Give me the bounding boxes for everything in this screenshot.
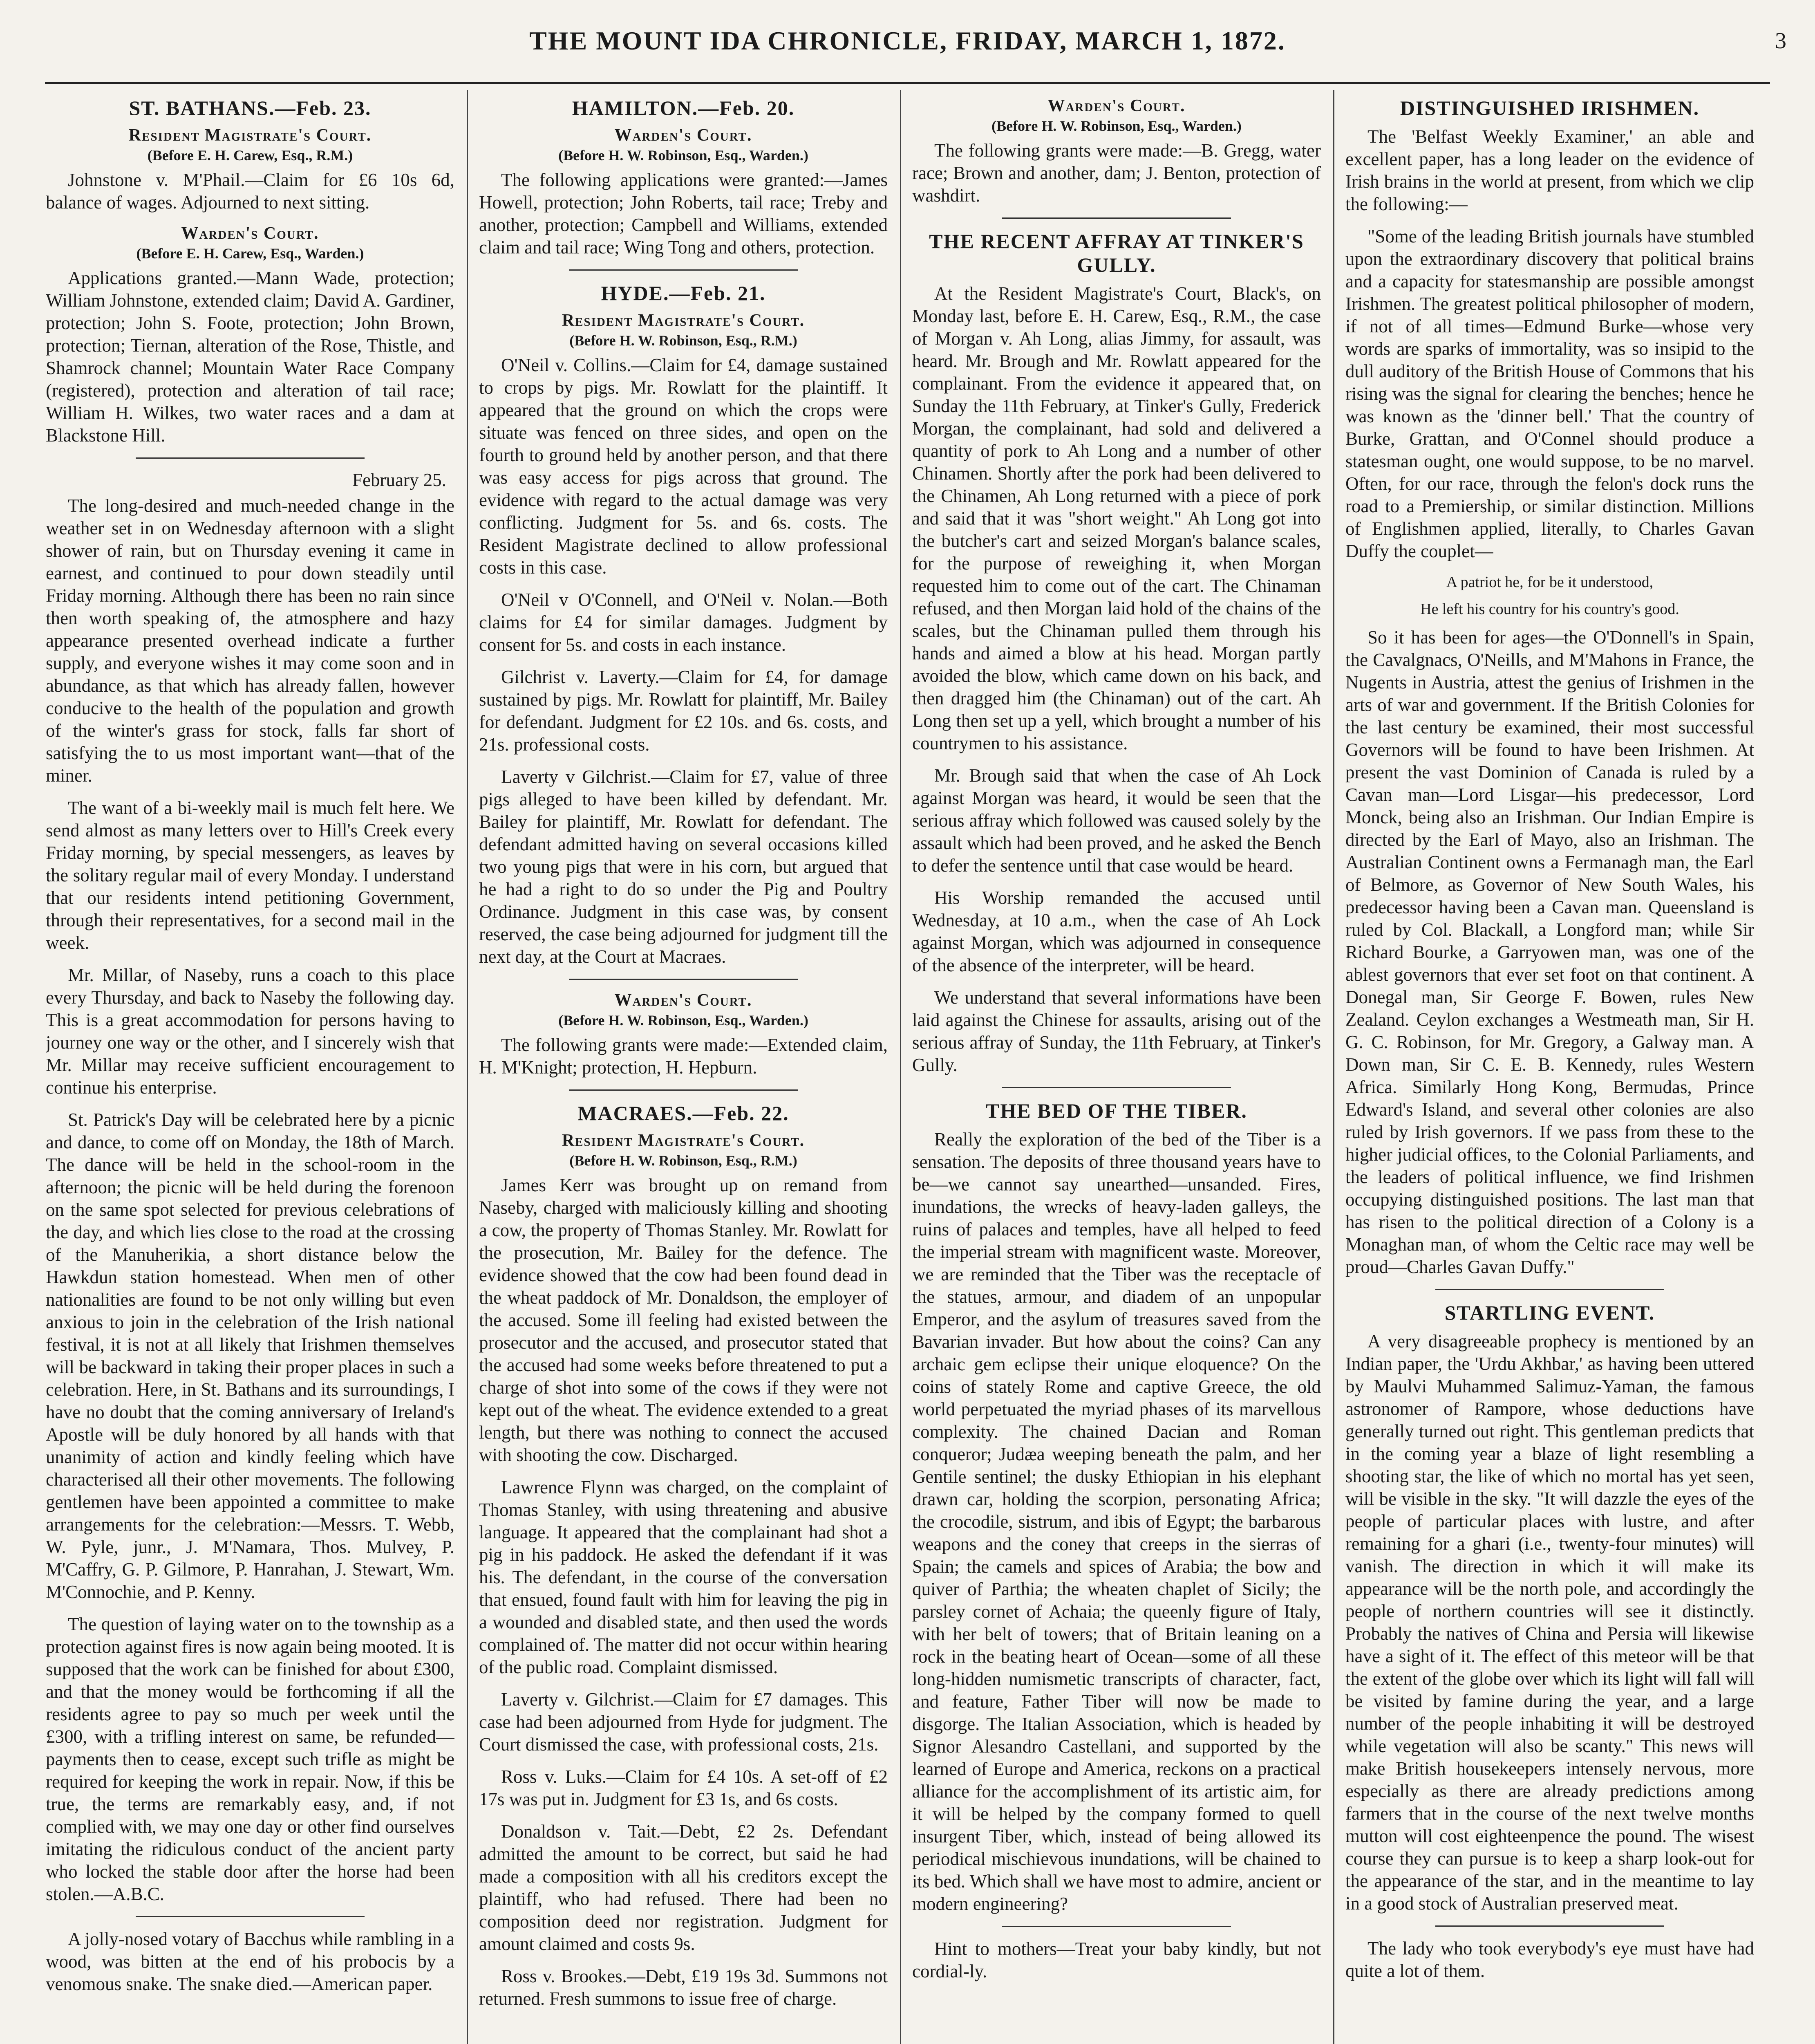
article-paragraph: Mr. Millar, of Naseby, runs a coach to this place every Thursday, and back to Naseby the following day. This is a great accommodation for persons having to journey one way or the other, and I sincerely wish that Mr. Millar may receive sufficient encouragement to continue his enterprise. [46,965,454,1098]
column-rule [467,90,468,2044]
court-title: Warden's Court. [614,126,752,145]
section-heading: ST. BATHANS.—Feb. 23. [129,96,372,119]
section-heading: DISTINGUISHED IRISHMEN. [1400,96,1700,119]
article-paragraph: The following grants were made:—B. Gregg, water race; Brown and another, dam; J. Benton, protection of washdirt. [912,140,1321,206]
court-presiding: (Before E. H. Carew, Esq., Warden.) [136,245,364,262]
article-paragraph: We understand that several informations have been laid against the Chinese for assaults, arising out of the serious affray of Sunday, the 11th February, at Tinker's Gully. [912,987,1321,1075]
court-title: Warden's Court. [614,991,752,1010]
section-heading: HYDE.—Feb. 21. [601,282,766,305]
section-heading: THE BED OF THE TIBER. [986,1099,1247,1122]
article-paragraph: O'Neil v O'Connell, and O'Neil v. Nolan.—Both claims for £4 for similar damages. Judgment by consent for 5s. and costs in each instance. [479,589,888,655]
page-number: 3 [1775,28,1786,54]
separator [569,269,798,271]
article-paragraph: So it has been for ages—the O'Donnell's in Spain, the Cavalgnacs, O'Neills, and M'Mahons in France, the Nugents in Austria, attest the genius of Irishmen in the arts of war and government. If the British Colonies for the last century be examined, their most successful Governors will be found to have been Irishmen. At present the vast Dominion of Canada is ruled by a Cavan man—Lord Lisgar—his predecessor, Lord Monck, being also an Irishman. Our Indian Empire is directed by the Earl of Mayo, also an Irishman. The Australian Continent owns a Fermanagh man, the Earl of Belmore, as Governor of New South Wales, his predecessor having been a Cavan man. Queensland is ruled by Col. Blackall, a Longford man; while Sir Richard Bourke, a Garryowen man, was one of the ablest governors that ever set foot on that continent. A Donegal man, Sir George F. Bowen, rules New Zealand. Ceylon exchanges a Westmeath man, Sir H. G. C. Robinson, for Mr. Gregory, a Galway man. A Down man, Sir C. E. B. Kennedy, rules Western Africa. Similarly Hong Kong, Bermudas, Prince Edward's Island, and several other colonies are also ruled by Irish governors. If we pass from these to the higher judicial offices, to the Colonial Parliaments, and the leaders of political influence, we find Irishmen occupying distinguished positions. The last man that has risen to the political direction of a Colony is a Monaghan man, of whom the Celtic race may well be proud—Charles Gavan Duffy." [1345,627,1754,1277]
court-title: Resident Magistrate's Court. [562,311,805,330]
section-heading: STARTLING EVENT. [1444,1301,1655,1324]
article-paragraph: O'Neil v. Collins.—Claim for £4, damage sustained to crops by pigs. Mr. Rowlatt for the plaintiff. It appeared that the ground on which the crops were situate was fenced on three sides, and open on the fourth to ground held by another person, and that there was easy access for pigs across that ground. The evidence with regard to the actual damage was very conflicting. Judgment for 5s. and 6s. costs. The Resident Magistrate declined to allow professional costs in this case. [479,355,888,578]
section-heading: MACRAES.—Feb. 22. [577,1102,789,1125]
court-title: Resident Magistrate's Court. [128,126,372,145]
separator [1002,1087,1231,1088]
article-paragraph: The following applications were granted:—James Howell, protection; John Roberts, tail race; Treby and another, protection; Campbell and Williams, extended claim and tail race; Wing Tong and others, protection. [479,170,888,258]
separator [136,1916,365,1917]
article-paragraph: Gilchrist v. Laverty.—Claim for £4, for damage sustained by pigs. Mr. Rowlatt for plaintiff, Mr. Bailey for defendant. Judgment for £2 10s. and 6s. costs, and 21s. professional costs. [479,667,888,755]
article-paragraph: Hint to mothers—Treat your baby kindly, but not cordial-ly. [912,1939,1321,1981]
article-paragraph: The long-desired and much-needed change in the weather set in on Wednesday afternoon with a slight shower of rain, but on Thursday evening it came in earnest, and continued to pour down steadily until Friday morning. Although there has been no rain since then worth speaking of, the atmosphere and hazy appearance presented overhead indicate a further supply, and everyone wishes it may come soon and in abundance, as that which has already fallen, however conducive to the health of the population and growth of the winter's grass for stock, falls far short of satisfying the to us most important want—that of the miner. [46,495,454,786]
court-presiding: (Before H. W. Robinson, Esq., Warden.) [991,118,1242,134]
article-paragraph: A very disagreeable prophecy is mentioned by an Indian paper, the 'Urdu Akhbar,' as having been uttered by Maulvi Muhammed Salimuz-Yaman, the famous astronomer of Rampore, whose deductions have generally turned out right. This gentleman predicts that in the coming year a blaze of light resembling a shooting star, the like of which no mortal has yet seen, will be visible in the sky. "It will dazzle the eyes of the people of particular places with lustre, and after remaining for a ghari (i.e., twenty-four minutes) will vanish. The direction in which it will make its appearance will be the north pole, and accordingly the people of northern countries will see it distinctly. Probably the natives of China and Persia will likewise have a sight of it. The effect of this meteor will be that the extent of the globe over which its light will fall will be visited by famine during the year, and a large number of the people inhabiting it will be destroyed while vegetation will also be scanty." This news will make British housekeepers intensely nervous, more especially as there are already predictions among farmers that in the course of the next twelve months mutton will cost eighteenpence the pound. The wisest course they can pursue is to keep a sharp look-out for the appearance of the star, and in the meantime to lay in a good stock of Australian preserved meat. [1345,1331,1754,1914]
court-title: Warden's Court. [1047,96,1186,115]
article-paragraph: The 'Belfast Weekly Examiner,' an able and excellent paper, has a long leader on the evidence of Irish brains in the world at present, from which we clip the following:— [1345,126,1754,214]
article-paragraph: Laverty v Gilchrist.—Claim for £7, value of three pigs alleged to have been killed by defendant. Mr. Bailey for plaintiff, Mr. Rowlatt for defendant. The defendant admitted having on several occasions killed two young pigs that were in his corn, but argued that he had a right to do so under the Pig and Poultry Ordinance. Judgment in this case was, by consent reserved, the case being adjourned for judgment till the next day, at the Court at Macraes. [479,766,888,967]
masthead-rule [45,82,1770,84]
article-paragraph: Mr. Brough said that when the case of Ah Lock against Morgan was heard, it would be seen that the serious affray which followed was caused solely by the assault which had been proved, and he asked the Bench to defer the sentence until that case would be heard. [912,765,1321,876]
article-paragraph: The lady who took everybody's eye must have had quite a lot of them. [1345,1938,1754,1981]
newspaper-title: THE MOUNT IDA CHRONICLE, FRIDAY, MARCH 1, 1872. [529,26,1286,55]
article-paragraph: The want of a bi-weekly mail is much felt here. We send almost as many letters over to Hill's Creek every Friday morning, by special messengers, as leaves by the solitary regular mail of every Monday. I understand that our residents intend petitioning Government, through their representatives, for a second mail in the week. [46,798,454,953]
separator [569,979,798,980]
separator [569,1089,798,1091]
court-presiding: (Before H. W. Robinson, Esq., Warden.) [558,147,808,164]
column-3 [912,92,1321,2044]
separator [1435,1289,1664,1290]
column-rule [1333,90,1334,2044]
separator [1002,1926,1231,1927]
section-heading: THE RECENT AFFRAY AT TINKER'S GULLY. [929,230,1304,276]
separator [1435,1925,1664,1927]
dateline: February 25. [352,470,446,490]
article-paragraph: Ross v. Brookes.—Debt, £19 19s 3d. Summons not returned. Fresh summons to issue free of charge. [479,1966,888,2009]
court-presiding: (Before H. W. Robinson, Esq., Warden.) [558,1012,808,1029]
article-paragraph: Really the exploration of the bed of the Tiber is a sensation. The deposits of three thousand years have to be—we cannot say unearthed—unsanded. Fires, inundations, the wrecks of heavy-laden galleys, the ruins of palaces and temples, have all helped to feed the imperial stream with magnificent waste. Moreover, we are reminded that the Tiber was the receptacle of the statues, armour, and diadem of an unpopular Emperor, and the asylum of treasures saved from the Bavarian invader. But how about the coins? Can any archaic gem eclipse their unique eloquence? On the coins of stately Rome and captive Greece, the old world perpetuated the myriad phases of its marvellous complexity. The chained Dacian and Roman conqueror; Judæa weeping beneath the palm, and her Gentile sentinel; the dusky Ethiopian in his elephant drawn car, holding the scorpion, personating Africa; the crocodile, sistrum, and ibis of Egypt; the barbarous weapons and the coney that creeps in the sierras of Spain; the camels and spices of Arabia; the bow and quiver of Parthia; the wheaten chaplet of Sicily; the parsley cornet of Achaia; the queenly figure of Italy, with her belt of towers; that of Britain leaning on a rock in the beating heart of Ocean—some of all these long-hidden numismetic transcripts of character, fact, and feature, Father Tiber will now be made to disgorge. The Italian Association, which is headed by Signor Alesandro Castellani, and supported by the learned of Europe and America, reckons on a practical alliance for the accomplishment of its artistic aim, for it will be helped by the company formed to quell insurgent Tiber, which, instead of being allowed its periodical mischievous inundations, will be chained to its bed. Which shall we have most to admire, ancient or modern engineering? [912,1129,1321,1914]
court-title: Resident Magistrate's Court. [562,1131,805,1150]
separator [136,457,365,459]
article-paragraph: Johnstone v. M'Phail.—Claim for £6 10s 6d, balance of wages. Adjourned to next sitting. [46,170,454,213]
court-title: Warden's Court. [181,224,319,243]
article-paragraph: His Worship remanded the accused until Wednesday, at 10 a.m., when the case of Ah Lock against Morgan, which was adjourned in consequence of the absence of the interpreter, will be heard. [912,888,1321,975]
court-presiding: (Before H. W. Robinson, Esq., R.M.) [569,332,797,349]
article-paragraph: Donaldson v. Tait.—Debt, £2 2s. Defendant admitted the amount to be correct, but said he had made a composition with all his creditors except the plaintiff, who had refused. There had been no composition deed nor registration. Judgment for amount claimed and costs 9s. [479,1821,888,1954]
article-paragraph: James Kerr was brought up on remand from Naseby, charged with maliciously killing and shooting a cow, the property of Thomas Stanley. Mr. Rowlatt for the prosecution, Mr. Bailey for the defence. The evidence showed that the cow had been found dead in the wheat paddock of Mr. Donaldson, the employer of the accused. Some ill feeling had existed between the prosecutor and the accused, and prosecutor stated that the accused had some weeks before threatened to put a charge of shot into some of the cows if they were not kept out of the wheat. The evidence extended to a great length, but there was nothing to connect the accused with shooting the cow. Discharged. [479,1175,888,1465]
article-paragraph: The following grants were made:—Extended claim, H. M'Knight; protection, H. Hepburn. [479,1035,888,1078]
article-paragraph: Applications granted.—Mann Wade, protection; William Johnstone, extended claim; David A. Gardiner, protection; John S. Foote, protection; John Brown, protection; Tiernan, alteration of the Rose, Thistle, and Shamrock channel; Mountain Water Race Company (registered), protection and alteration of tail race; William H. Wilkes, two water races and a dam at Blackstone Hill. [46,268,454,446]
article-paragraph: The question of laying water on to the township as a protection against fires is now again being mooted. It is supposed that the work can be finished for about £300, and that the money would be forthcoming if all the residents agree to pay so much per week until the £300, with a trifling interest on same, be refunded—payments then to cease, except such trifle as might be required for keeping the work in repair. Now, if this be true, the terms are remarkably easy, and, if not complied with, we may one day or other find ourselves imitating the ridiculous conduct of the ancient party who locked the stable door after the horse had been stolen.—A.B.C. [46,1614,454,1904]
article-paragraph: A jolly-nosed votary of Bacchus while rambling in a wood, was bitten at the end of his probocis by a venomous snake. The snake died.—American paper. [46,1929,454,1994]
verse-line: He left his country for his country's good. [1420,601,1679,618]
column-rule [900,90,901,2044]
article-paragraph: At the Resident Magistrate's Court, Black's, on Monday last, before E. H. Carew, Esq., R.M., the case of Morgan v. Ah Long, alias Jimmy, for assault, was heard. Mr. Brough and Mr. Rowlatt appeared for the complainant. From the evidence it appeared that, on Sunday the 11th February, at Tinker's Gully, Frederick Morgan, the complainant, had sold and delivered a quantity of pork to Ah Long and a number of other Chinamen. Shortly after the pork had been delivered to the Chinamen, Ah Long returned with a piece of pork and said that it was "short weight." Ah Long got into the butcher's cart and seized Morgan's balance scales, for the purpose of reweighing it, when Morgan requested him to come out of the cart. The Chinaman refused, and then Morgan laid hold of the chains of the scales, but the Chinaman pulled them through his hands and aimed a blow at his head. Morgan partly avoided the blow, which came down on his back, and then dragged him (the Chinaman) out of the cart. Ah Long then set up a yell, which brought a number of his countrymen to his assistance. [912,283,1321,753]
masthead [0,0,1815,82]
article-paragraph: Lawrence Flynn was charged, on the complaint of Thomas Stanley, with using threatening and abusive language. It appeared that the complainant had shot a pig in his paddock. He asked the defendant if it was his. The defendant, in the course of the conversation that ensued, found fault with him for leaving the pig in a wounded and disabled state, and then used the words complained of. The matter did not occur within hearing of the public road. Complaint dismissed. [479,1477,888,1677]
court-presiding: (Before E. H. Carew, Esq., R.M.) [147,147,353,164]
court-presiding: (Before H. W. Robinson, Esq., R.M.) [569,1152,797,1169]
column-2 [479,92,888,2044]
section-heading: HAMILTON.—Feb. 20. [572,96,795,119]
verse-line: A patriot he, for be it understood, [1446,574,1654,591]
article-paragraph: "Some of the leading British journals have stumbled upon the extraordinary discovery that political brains and a capacity for statesmanship are possible amongst Irishmen. The greatest political philosopher of modern, if not of all times—Edmund Burke—whose very words are sparks of immortality, was so insipid to the dull auditory of the British House of Commons that his rising was the signal for clearing the benches; hence he was known as the 'dinner bell.' That the country of Burke, Grattan, and O'Connel should produce a statesman ought, one would suppose, to be no marvel. Often, for our race, through the felon's dock runs the road to a Premiership, or similar distinction. Millions of Englishmen applied, literally, to Charles Gavan Duffy the couplet— [1345,226,1754,561]
article-paragraph: St. Patrick's Day will be celebrated here by a picnic and dance, to come off on Monday, the 18th of March. The dance will be held in the school-room in the afternoon; the picnic will be held during the forenoon on the same spot selected for previous celebrations of the day, and which lies close to the road at the crossing of the Manuherikia, a short distance below the Hawkdun station homestead. When men of other nationalities are found to be not only willing but even anxious to join in the celebration of the Irish national festival, it is not at all likely that Irishmen themselves will be backward in taking their proper places in such a celebration. Here, in St. Bathans and its surroundings, I have no doubt that the coming anniversary of Ireland's Apostle will be duly honored by all hands with that unanimity of action and kindly feeling which have characterised all their other movements. The following gentlemen have been appointed a committee to make arrangements for the celebration:—Messrs. T. Webb, W. Pyle, junr., J. M'Namara, Thos. Mulvey, P. M'Caffry, G. P. Gilmore, P. Hanrahan, J. Stewart, Wm. M'Connochie, and P. Kenny. [46,1109,454,1602]
column-1 [46,92,454,2044]
column-4 [1345,92,1754,2044]
article-paragraph: Ross v. Luks.—Claim for £4 10s. A set-off of £2 17s was put in. Judgment for £3 1s, and 6s costs. [479,1766,888,1809]
article-paragraph: Laverty v. Gilchrist.—Claim for £7 damages. This case had been adjourned from Hyde for judgment. The Court dismissed the case, with professional costs, 21s. [479,1689,888,1755]
separator [1002,217,1231,219]
